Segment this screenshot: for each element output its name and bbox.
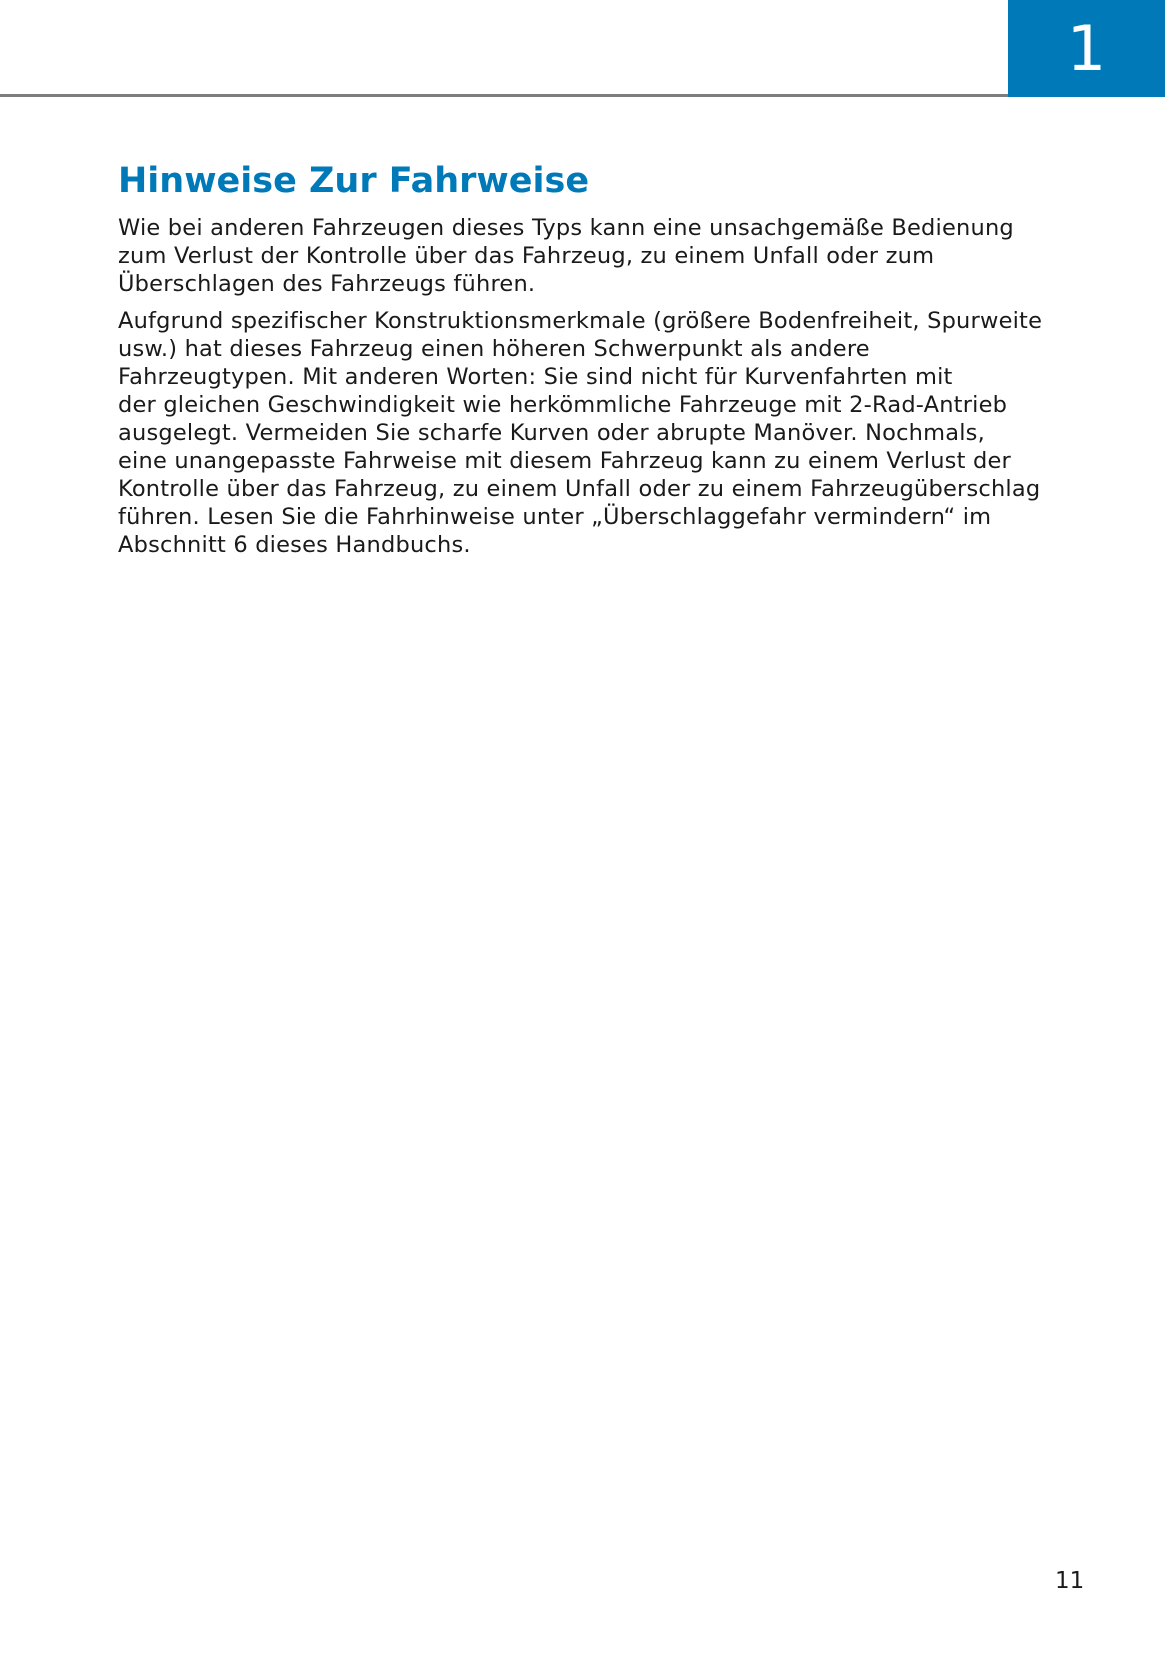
paragraph-2 (118, 307, 1098, 559)
paragraph-line: Abschnitt 6 dieses Handbuchs. (118, 532, 471, 558)
header-rule (0, 94, 1008, 97)
paragraph-line: Fahrzeugtypen. Mit anderen Worten: Sie sind nicht für Kurvenfahrten mit (118, 364, 953, 390)
paragraph-line: der gleichen Geschwindigkeit wie herkömmliche Fahrzeuge mit 2-Rad-Antrieb (118, 392, 1008, 418)
paragraph-line: führen. Lesen Sie die Fahrhinweise unter „Überschlaggefahr vermindern“ im (118, 504, 992, 530)
paragraph-line: usw.) hat dieses Fahrzeug einen höheren Schwerpunkt als andere (118, 336, 870, 362)
paragraph-line: Aufgrund spezifischer Konstruktionsmerkmale (größere Bodenfreiheit, Spurweite (118, 308, 1043, 334)
main-content (118, 158, 1098, 568)
paragraph-line: Überschlagen des Fahrzeugs führen. (118, 271, 536, 297)
paragraph-line: eine unangepasste Fahrweise mit diesem Fahrzeug kann zu einem Verlust der (118, 448, 1011, 474)
paragraph-line: zum Verlust der Kontrolle über das Fahrzeug, zu einem Unfall oder zum (118, 243, 935, 269)
chapter-number: 1 (1066, 12, 1107, 85)
chapter-tab (1008, 0, 1165, 97)
paragraph-line: ausgelegt. Vermeiden Sie scharfe Kurven oder abrupte Manöver. Nochmals, (118, 420, 985, 446)
paragraph-line: Kontrolle über das Fahrzeug, zu einem Unfall oder zu einem Fahrzeugüberschlag (118, 476, 1041, 502)
page-number: 11 (1055, 1568, 1085, 1594)
paragraph-line: Wie bei anderen Fahrzeugen dieses Typs kann eine unsachgemäße Bedienung (118, 215, 1014, 241)
paragraph-1 (118, 214, 1098, 298)
section-title: Hinweise Zur Fahrweise (118, 161, 590, 201)
